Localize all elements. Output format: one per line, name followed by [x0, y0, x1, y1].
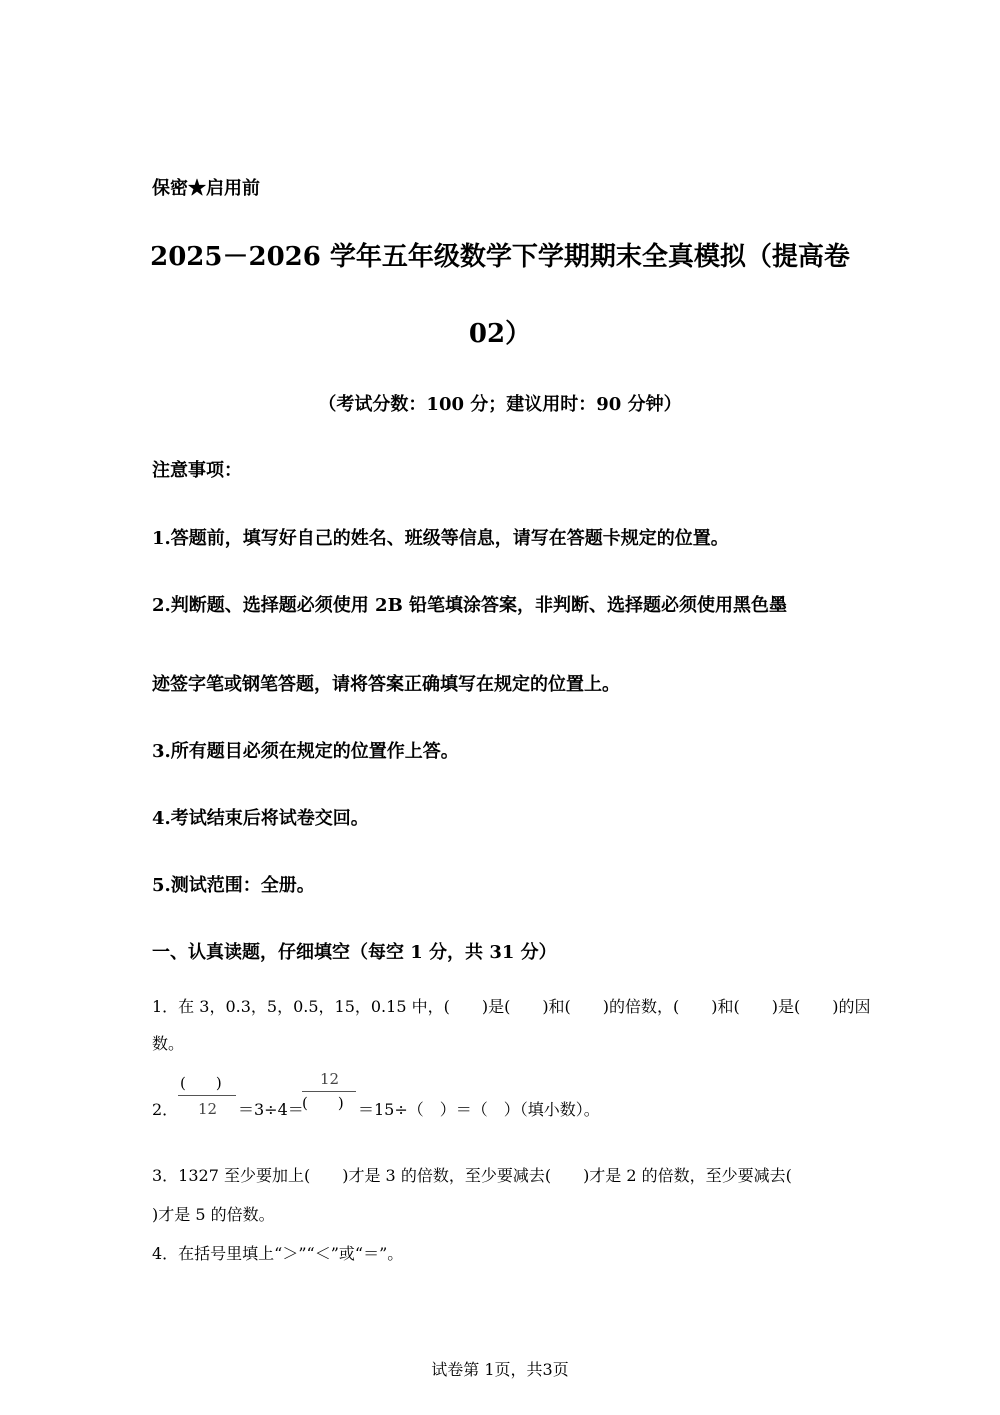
page-footer: 试卷第 1页，共3页: [431, 1360, 569, 1379]
notice-item-3: 3.所有题目必须在规定的位置作上答。: [152, 741, 459, 762]
question-4: 4．在括号里填上“＞”“＜”或“＝”。: [152, 1244, 404, 1263]
exam-title-line1: 2025－2026 学年五年级数学下学期期末全真模拟（提高卷: [150, 242, 850, 272]
notice-item-2-line2: 迹签字笔或钢笔答题，请将答案正确填写在规定的位置上。: [152, 674, 620, 695]
fraction-1-bar: [178, 1095, 236, 1096]
question-1-line2: 数。: [152, 1034, 185, 1053]
fraction-1-numerator-blank[interactable]: ( ): [180, 1074, 222, 1092]
exam-subtitle: （考试分数：100 分；建议用时：90 分钟）: [318, 394, 682, 415]
question-2-fraction-1: [178, 1070, 236, 1120]
confidential-mark: 保密★启用前: [152, 178, 260, 199]
notice-item-1: 1.答题前，填写好自己的姓名、班级等信息，请写在答题卡规定的位置。: [152, 528, 729, 549]
notice-item-2-line1: 2.判断题、选择题必须使用 2B 铅笔填涂答案，非判断、选择题必须使用黑色墨: [152, 595, 788, 616]
section-1-heading: 一、认真读题，仔细填空（每空 1 分，共 31 分）: [152, 942, 557, 963]
exam-title-line2: 02）: [468, 319, 532, 349]
question-2-fraction-2: [302, 1068, 356, 1118]
notice-heading: 注意事项：: [152, 460, 242, 481]
question-2-middle: ＝3÷4＝: [238, 1100, 304, 1119]
notice-item-4: 4.考试结束后将试卷交回。: [152, 808, 369, 829]
fraction-2-denominator-blank[interactable]: ( ): [302, 1094, 344, 1112]
fraction-1-denominator: 12: [198, 1100, 218, 1118]
fraction-2-numerator: 12: [320, 1070, 340, 1088]
question-2-end: ＝15÷（ ）＝（ ）（填小数）。: [358, 1100, 600, 1119]
question-1-line1: 1．在 3，0.3，5，0.5，15，0.15 中，( )是( )和( )的倍数，( )和( )是( )的因: [152, 997, 871, 1016]
question-3-line2: )才是 5 的倍数。: [152, 1205, 275, 1224]
question-3-line1: 3．1327 至少要加上( )才是 3 的倍数，至少要减去( )才是 2 的倍数，至少要减去(: [152, 1166, 792, 1185]
question-2-number: 2．: [152, 1100, 179, 1119]
notice-item-5: 5.测试范围：全册。: [152, 875, 315, 896]
